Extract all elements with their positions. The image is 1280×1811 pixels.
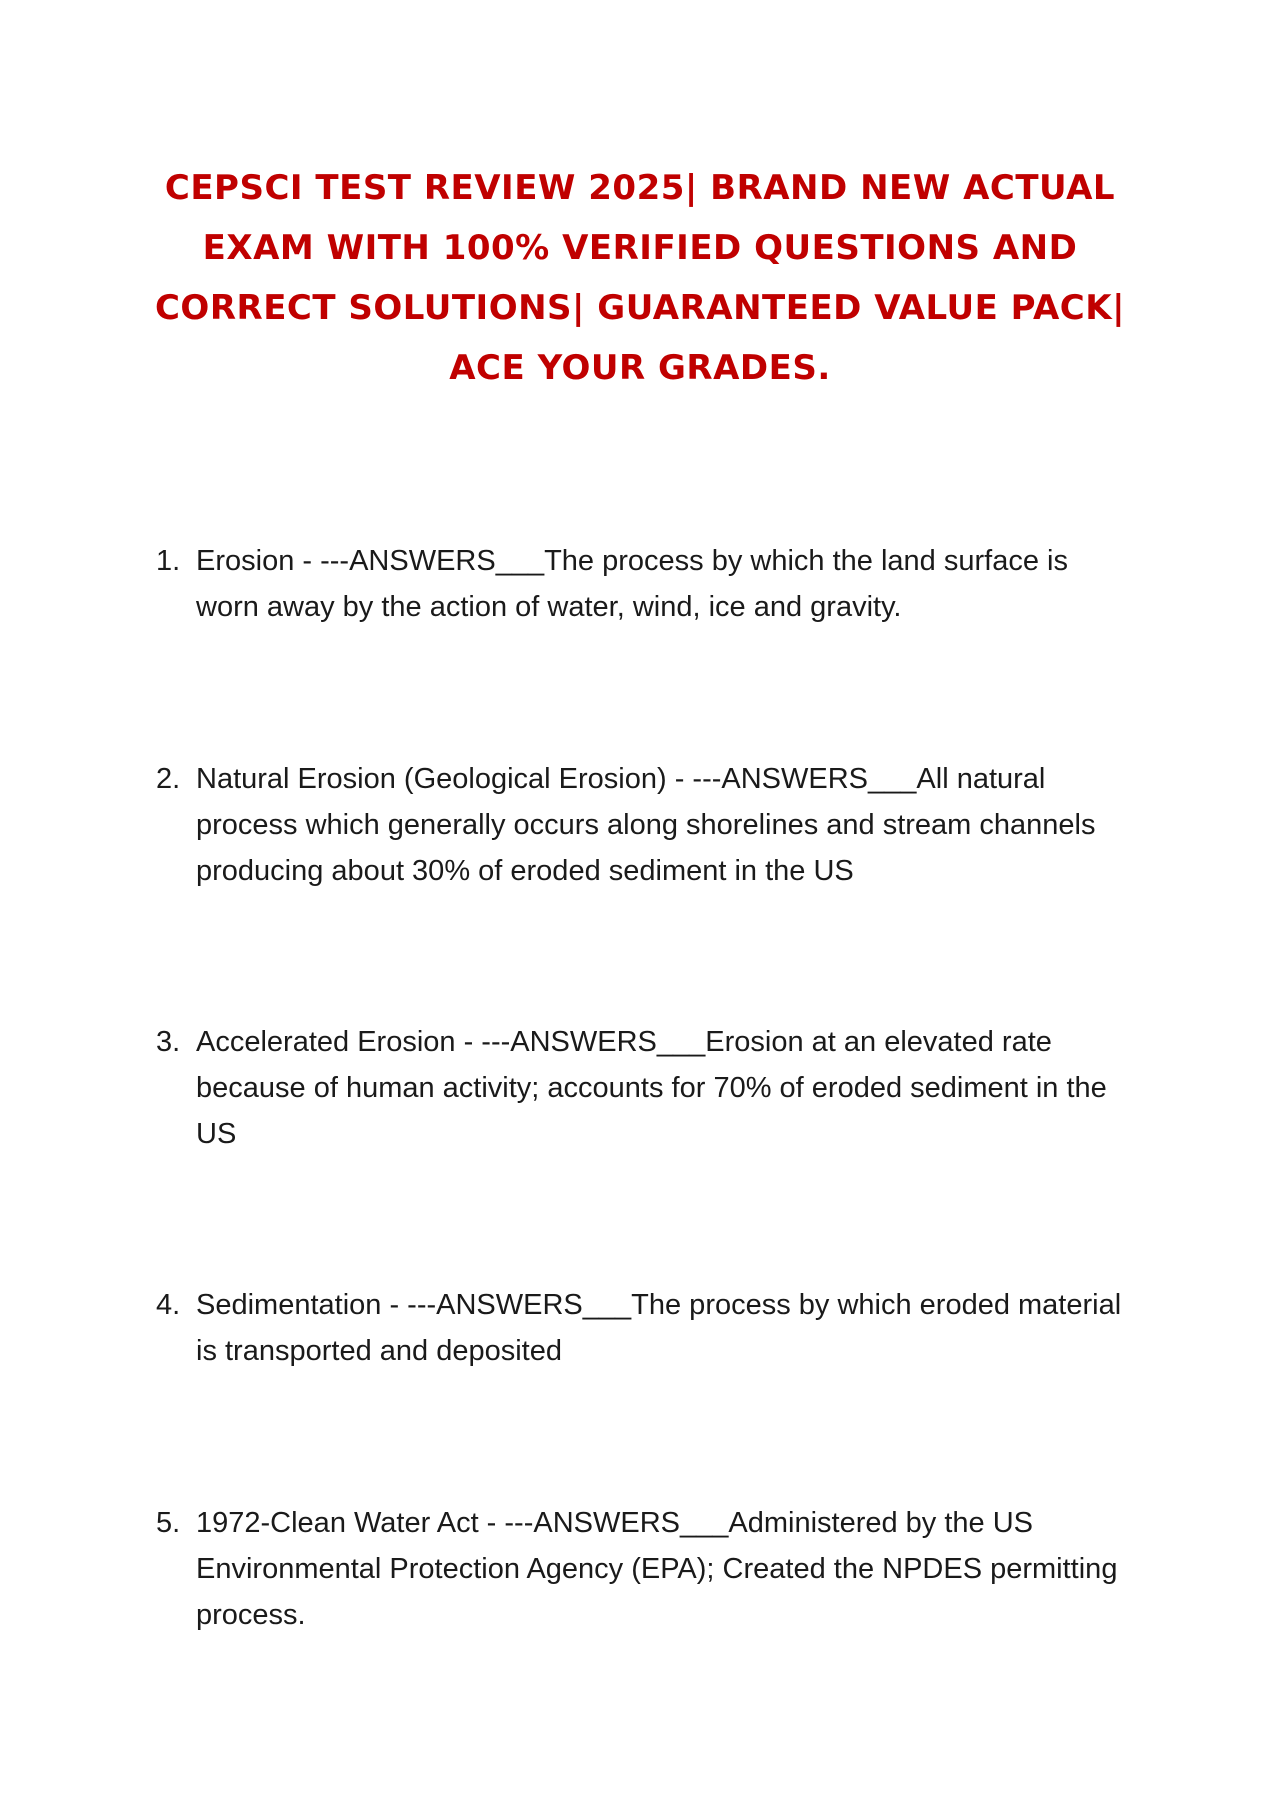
item-text: Natural Erosion (Geological Erosion) - ---ANSWERS___All natural process which generally occurs along shorelines and stream channels producing about 30% of eroded sediment in the US — [196, 763, 1096, 887]
list-item — [150, 1500, 1130, 1638]
item-number: 3. — [156, 1026, 181, 1058]
item-text: Accelerated Erosion - ---ANSWERS___Erosion at an elevated rate because of human activity; accounts for 70% of eroded sediment in the US — [196, 1026, 1107, 1150]
item-number: 2. — [156, 763, 181, 795]
item-text: 1972-Clean Water Act - ---ANSWERS___Administered by the US Environmental Protection Agency (EPA); Created the NPDES permitting process. — [196, 1507, 1118, 1631]
item-text: Sedimentation - ---ANSWERS___The process by which eroded material is transported and deposited — [196, 1289, 1122, 1367]
item-text: Erosion - ---ANSWERS___The process by which the land surface is worn away by the action of water, wind, ice and gravity. — [196, 545, 1068, 623]
item-number: 1. — [156, 545, 181, 577]
document-title: CEPSCI TEST REVIEW 2025| BRAND NEW ACTUAL EXAM WITH 100% VERIFIED QUESTIONS AND CORRECT SOLUTIONS| GUARANTEED VALUE PACK| ACE YOUR GRADES. — [154, 168, 1126, 388]
question-answer-list — [150, 538, 1130, 1764]
list-item — [150, 1282, 1130, 1374]
list-item — [150, 538, 1130, 630]
list-item — [150, 756, 1130, 894]
item-number: 5. — [156, 1507, 181, 1539]
list-item — [150, 1019, 1130, 1157]
item-number: 4. — [156, 1289, 181, 1321]
